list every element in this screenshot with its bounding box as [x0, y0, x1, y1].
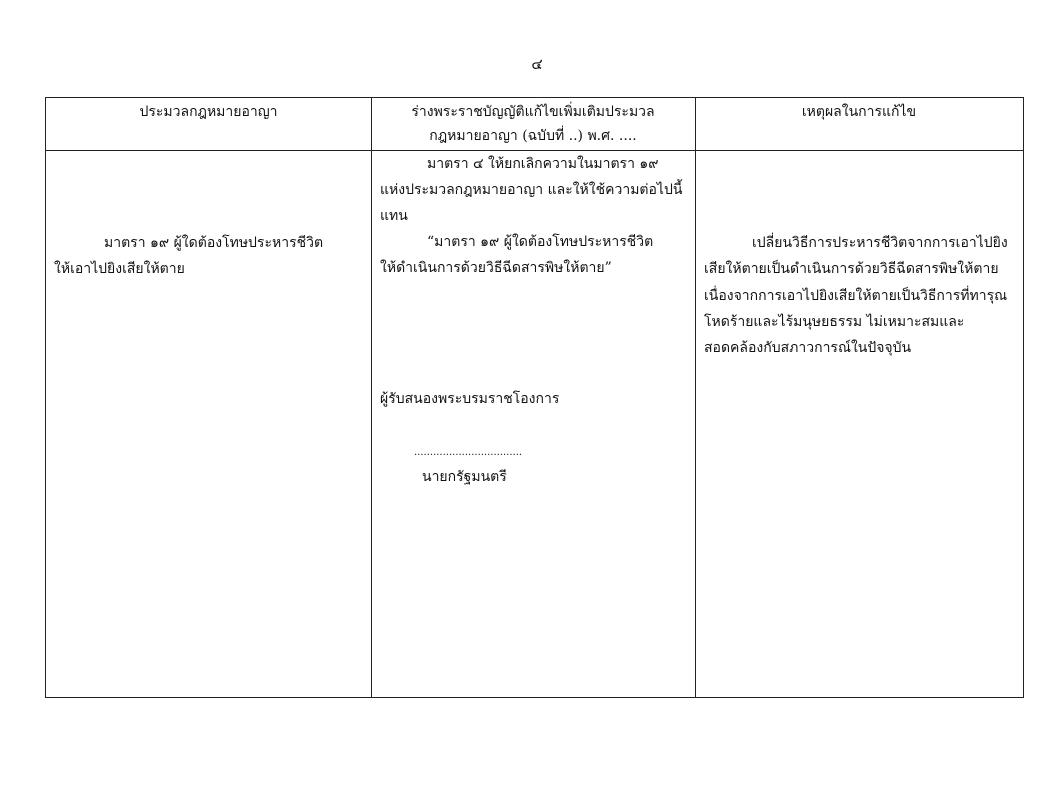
col2-section-line-3: แทน [380, 208, 408, 224]
col3-line-4: โหดร้ายและไร้มนุษยธรรม ไม่เหมาะสมและ [704, 314, 965, 330]
header-draft-amendment [371, 100, 695, 150]
col2-section-line-1: มาตรา ๔ ให้ยกเลิกความในมาตรา ๑๙ [427, 156, 659, 172]
col1-line-2: ให้เอาไปยิงเสียให้ตาย [54, 261, 185, 277]
signer-title: นายกรัฐมนตรี [422, 469, 507, 485]
column-divider-1 [371, 98, 372, 697]
col3-line-1: เปลี่ยนวิธีการประหารชีวิตจากการเอาไปยิง [752, 235, 1008, 251]
col1-line-1: มาตรา ๑๙ ผู้ใดต้องโทษประหารชีวิต [104, 235, 324, 251]
col3-line-5: สอดคล้องกับสภาวการณ์ในปัจจุบัน [704, 340, 912, 356]
col3-line-3: เนื่องจากการเอาไปยิงเสียให้ตายเป็นวิธีการที่ทารุณ [704, 288, 1008, 304]
signature-line: .................................. [414, 447, 523, 458]
col2-section-line-4: “มาตรา ๑๙ ผู้ใดต้องโทษประหารชีวิต [427, 234, 654, 250]
header-reason: เหตุผลในการแก้ไข [801, 104, 917, 120]
header-draft-amendment-line-1: ร่างพระราชบัญญัติแก้ไขเพิ่มเติมประมวล [411, 104, 655, 120]
page-number: ๔ [531, 55, 543, 73]
header-draft-amendment-line-2: กฎหมายอาญา (ฉบับที่ ..) พ.ศ. .... [429, 128, 637, 144]
countersign-text: ผู้รับสนองพระบรมราชโองการ [380, 391, 560, 407]
header-criminal-code: ประมวลกฎหมายอาญา [139, 104, 278, 120]
column-divider-2 [695, 98, 696, 697]
col2-section-line-2: แห่งประมวลกฎหมายอาญา และให้ใช้ความต่อไปนี้ [380, 182, 683, 198]
col3-line-2: เสียให้ตายเป็นดำเนินการด้วยวิธีฉีดสารพิษให้ตาย [704, 261, 999, 277]
col2-section-line-5: ให้ดำเนินการด้วยวิธีฉีดสารพิษให้ตาย” [380, 260, 612, 276]
